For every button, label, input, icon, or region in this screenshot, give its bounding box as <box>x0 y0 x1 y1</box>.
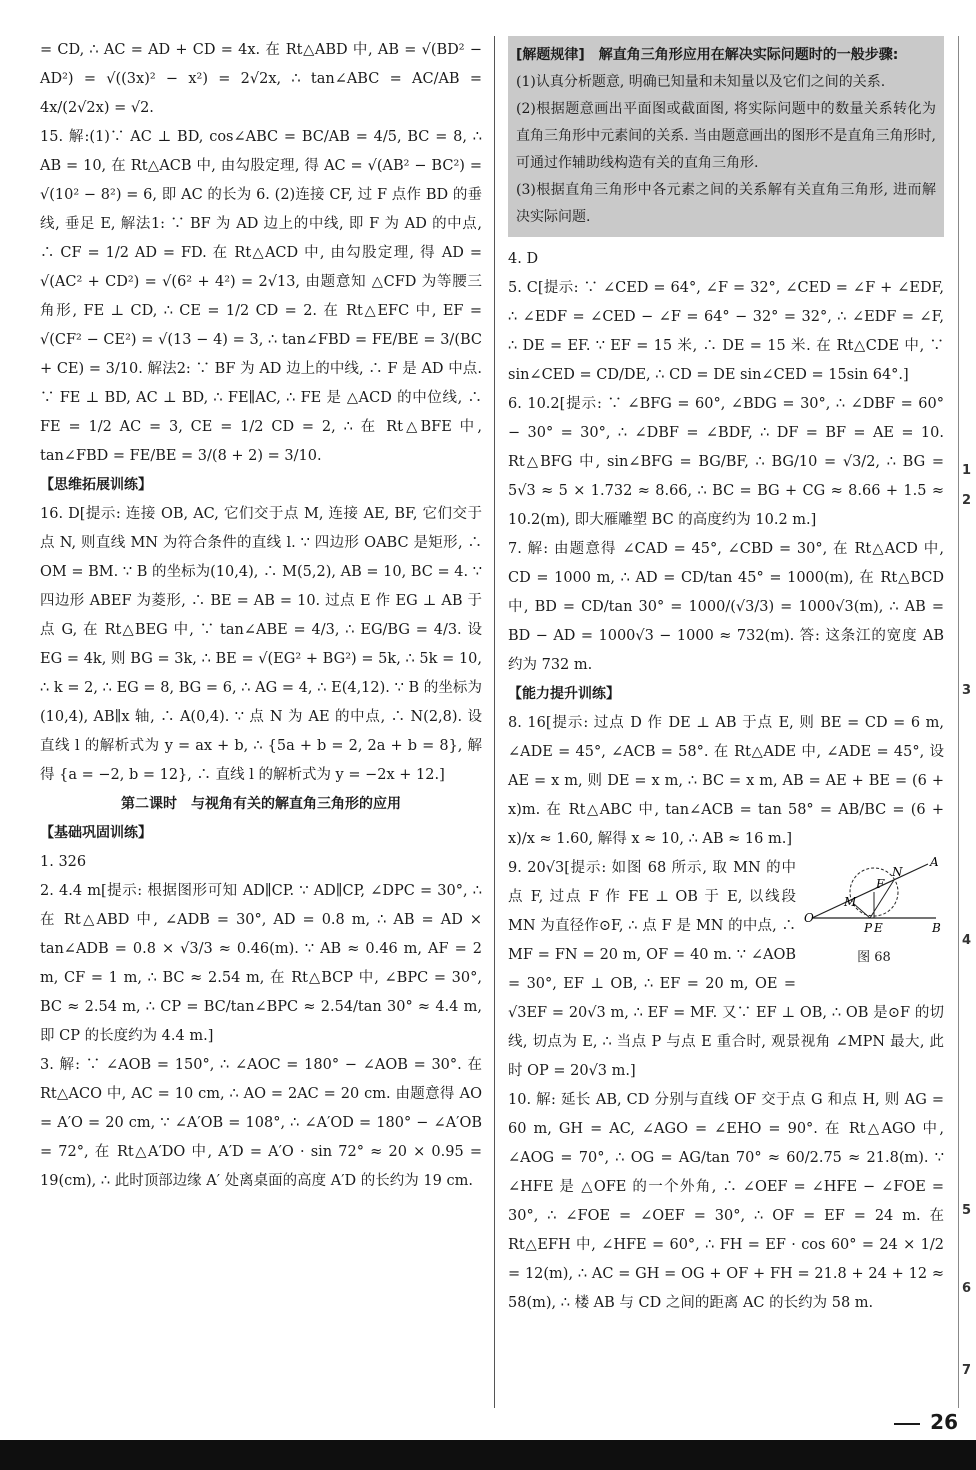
figure-68-diagram <box>804 856 944 938</box>
left-column <box>40 36 482 1196</box>
figure-caption: 图 68 <box>857 950 891 965</box>
label-o: O <box>804 911 814 925</box>
answer-16: 16. D[提示: 连接 OB, AC, 它们交于点 M, 连接 AE, BF, 它们交于点 N, 则直线 MN 为符合条件的直线 l. ∵ 四边形 OABC 是矩形, ∴ OM = BM. ∵ B 的坐标为(10,4), ∴ M(5,2), AB = 10, BC = 4. ∵ 四边形 ABEF 为菱形, ∴ BE = AB = 10. 过点 E 作 EG ⊥ AB 于点 G, 在 Rt△BEG 中, ∵ tan∠ABE = 4/3, ∴ EG/BG = 4/3. 设 EG = 4k, 则 BG = 3k, ∴ BE = √(EG² + BG²) = 5k, ∴ 5k = 10, ∴ k = 2, ∴ EG = 8, BG = 6, ∴ AG = 4, ∴ E(4,12). ∵ B 的坐标为(10,4), AB∥x 轴, ∴ A(0,4). ∵ 点 N 为 AE 的中点, ∴ N(2,8). 设直线 l 的解析式为 y = ax + b, ∴ {5a + b = 2, 2a + b = 8}, 解得 {a = −2, b = 12}, ∴ 直线 l 的解析式为 y = −2x + 12.] <box>40 506 482 783</box>
answer-15: 15. 解:(1)∵ AC ⊥ BD, cos∠ABC = BC/AB = 4/5, BC = 8, ∴ AB = 10, 在 Rt△ACB 中, 由勾股定理, 得 AC = √(AB² − BC²) = √(10² − 8²) = 6, 即 AC 的长为 6. (2)连接 CF, 过 F 点作 BD 的垂线, 垂足 E, 解法1: ∵ BF 为 AD 边上的中线, 即 F 为 AD 的中点, ∴ CF = 1/2 AD = FD. 在 Rt△ACD 中, 由勾股定理, 得 AD = √(AC² + CD²) = √(6² + 4²) = 2√13, 由题意知 △CFD 为等腰三角形, FE ⊥ CD, ∴ CE = 1/2 CD = 2. 在 Rt△EFC 中, EF = √(CF² − CE²) = √(13 − 4) = 3, ∴ tan∠FBD = FE/BE = 3/(BC + CE) = 3/10. 解法2: ∵ BF 为 AD 边上的中线, ∴ F 是 AD 中点. ∵ FE ⊥ BD, AC ⊥ BD, ∴ FE∥AC, ∴ FE 是 △ACD 的中位线, ∴ FE = 1/2 AC = 3, CE = 1/2 CD = 2, ∴ 在 Rt△BFE 中, tan∠FBD = FE/BE = 3/(8 + 2) = 3/10. <box>40 129 482 464</box>
line-mp <box>854 904 870 918</box>
page-number-dash <box>894 1423 920 1425</box>
edge-mark: 7 <box>962 1363 972 1378</box>
answer-1: 1. 326 <box>40 854 87 870</box>
edge-mark: 5 <box>962 1203 972 1218</box>
answer-8: 8. 16[提示: 过点 D 作 DE ⊥ AB 于点 E, 则 BE = CD = 6 m, ∠ADE = 45°, ∠ACB = 58°. 在 Rt△ADE 中, ∠ADE = 45°, 设 AE = x m, 则 DE = x m, ∴ BC = x m, AB = AE + BE = (6 + x)m. 在 Rt△ABC 中, tan∠ACB = tan 58° = AB/BC = (6 + x)/x ≈ 1.60, 解得 x ≈ 10, ∴ AB ≈ 16 m.] <box>508 715 944 847</box>
answer-4: 4. D <box>508 251 539 267</box>
edge-mark: 4 <box>962 933 972 948</box>
next-page-marks <box>960 36 976 1408</box>
lesson-title: 第二课时 与视角有关的解直角三角形的应用 <box>121 796 401 812</box>
label-e: E <box>874 921 883 935</box>
page-number: 26 <box>930 1410 958 1434</box>
next-page-edge <box>958 36 959 1408</box>
label-a: A <box>930 856 939 869</box>
label-p: P <box>864 921 873 935</box>
label-b: B <box>932 921 941 935</box>
answer-5: 5. C[提示: ∵ ∠CED = 64°, ∠F = 32°, ∠CED = ∠F + ∠EDF, ∴ ∠EDF = ∠CED − ∠F = 64° − 32° = 32°, ∴ ∠EDF = ∠F, ∴ DE = EF. ∵ EF = 15 米, ∴ DE = 15 米. 在 Rt△CDE 中, ∵ sin∠CED = CD/DE, ∴ CD = DE sin∠CED = 15sin 64°.] <box>508 280 944 383</box>
right-column <box>508 36 944 1318</box>
tip-title: [解题规律] 解直角三角形应用在解决实际问题时的一般步骤: <box>516 47 899 63</box>
section-ability-training: 【能力提升训练】 <box>508 686 620 702</box>
page-number-area <box>894 1408 958 1437</box>
label-m: M <box>844 895 857 909</box>
label-f: F <box>876 877 885 891</box>
answer-3: 3. 解: ∵ ∠AOB = 150°, ∴ ∠AOC = 180° − ∠AOB = 30°. 在 Rt△ACO 中, AC = 10 cm, ∴ AO = 2AC = 20 cm. 由题意得 AO = A′O = 20 cm, ∵ ∠A′OB = 108°, ∴ ∠A′OD = 180° − ∠A′OB = 72°, 在 Rt△A′DO 中, A′D = A′O · sin 72° ≈ 20 × 0.95 = 19(cm), ∴ 此时顶部边缘 A′ 处离桌面的高度 A′D 的长约为 19 cm. <box>40 1057 482 1189</box>
answer-9: 9. 20√3[提示: 如图 68 所示, 取 MN 的中点 F, 过点 F 作 FE ⊥ OB 于 E, 以线段 MN 为直径作⊙F, ∴ 点 F 是 MN 的中点, ∴ MF = FN = 20 m, OF = 40 m. ∵ ∠AOB = 30°, EF ⊥ OB, ∴ EF = 20 m, OE = √3EF = 20√3 m, ∴ EF = MF. 又∵ EF ⊥ OB, ∴ OB 是⊙F 的切线, 切点为 E, ∴ 当点 P 与点 E 重合时, 观景视角 ∠MPN 最大, 此时 OP = 20√3 m.] <box>508 860 944 1079</box>
answer-6: 6. 10.2[提示: ∵ ∠BFG = 60°, ∠BDG = 30°, ∴ ∠DBF = 60° − 30° = 30°, ∴ ∠DBF = ∠BDF, ∴ DF = BF = AE = 10. Rt△BFG 中, sin∠BFG = BG/BF, ∴ BG/10 = √3/2, ∴ BG = 5√3 ≈ 5 × 1.732 ≈ 8.66, ∴ BC = BG + CG ≈ 8.66 + 1.5 ≈ 10.2(m), 即大雁雕塑 BC 的高度约为 10.2 m.] <box>508 396 944 528</box>
edge-mark: 1 <box>962 463 972 478</box>
line-oa <box>812 864 928 918</box>
edge-mark: 3 <box>962 683 972 698</box>
solving-rules-box <box>508 36 944 237</box>
section-basic-training: 【基础巩固训练】 <box>40 825 152 841</box>
tip-item: (2)根据题意画出平面图或截面图, 将实际问题中的数量关系转化为直角三角形中元素间的关系. 当由题意画出的图形不是直角三角形时, 可通过作辅助线构造有关的直角三角形. <box>516 101 936 171</box>
section-thinking-extension: 【思维拓展训练】 <box>40 477 152 493</box>
label-n: N <box>892 865 903 879</box>
answer-14-continued: = CD, ∴ AC = AD + CD = 4x. 在 Rt△ABD 中, AB = √(BD² − AD²) = √((3x)² − x²) = 2√2x, ∴ tan∠ABC = AC/AB = 4x/(2√2x) = √2. <box>40 42 482 116</box>
figure-68 <box>804 856 944 967</box>
answer-2: 2. 4.4 m[提示: 根据图形可知 AD∥CP. ∵ AD∥CP, ∠DPC = 30°, ∴ 在 Rt△ABD 中, ∠ADB = 30°, AD = 0.8 m, ∴ AB = AD × tan∠ADB = 0.8 × √3/3 ≈ 0.46(m). ∵ AB ≈ 0.46 m, AF = 2 m, CF = 1 m, ∴ BC ≈ 2.54 m, 在 Rt△BCP 中, ∠BPC = 30°, BC ≈ 2.54 m, ∴ CP = BC/tan∠BPC ≈ 2.54/tan 30° ≈ 4.4 m, 即 CP 的长度约为 4.4 m.] <box>40 883 482 1044</box>
edge-mark: 2 <box>962 493 972 508</box>
edge-mark: 6 <box>962 1281 972 1296</box>
answer-7: 7. 解: 由题意得 ∠CAD = 45°, ∠CBD = 30°, 在 Rt△ACD 中, CD = 1000 m, ∴ AD = CD/tan 45° = 1000(m), 在 Rt△BCD 中, BD = CD/tan 30° = 1000/(√3/3) = 1000√3(m), ∴ AB = BD − AD = 1000√3 − 1000 ≈ 732(m). 答: 这条江的宽度 AB 约为 732 m. <box>508 541 944 673</box>
answer-10: 10. 解: 延长 AB, CD 分别与直线 OF 交于点 G 和点 H, 则 AG = 60 m, GH = AC, ∠AGO = ∠EHO = 90°. 在 Rt△AGO 中, ∠AOG = 70°, ∴ OG = AG/tan 70° ≈ 60/2.75 ≈ 21.8(m). ∵ ∠HFE 是 △OFE 的一个外角, ∴ ∠OEF = ∠HFE − ∠FOE = 30°, ∴ ∠FOE = ∠OEF = 30°, ∴ OF = EF = 24 m. 在 Rt△EFH 中, ∠HFE = 60°, ∴ FH = EF · cos 60° = 24 × 1/2 = 12(m), ∴ AC = GH = OG + OF + FH = 21.8 + 24 + 12 ≈ 58(m), ∴ 楼 AB 与 CD 之间的距离 AC 的长约为 58 m. <box>508 1092 944 1311</box>
tip-item: (3)根据直角三角形中各元素之间的关系解有关直角三角形, 进而解决实际问题. <box>516 182 936 225</box>
bottom-bar <box>0 1440 976 1470</box>
column-divider <box>494 36 495 1408</box>
tip-item: (1)认真分析题意, 明确已知量和未知量以及它们之间的关系. <box>516 74 886 90</box>
